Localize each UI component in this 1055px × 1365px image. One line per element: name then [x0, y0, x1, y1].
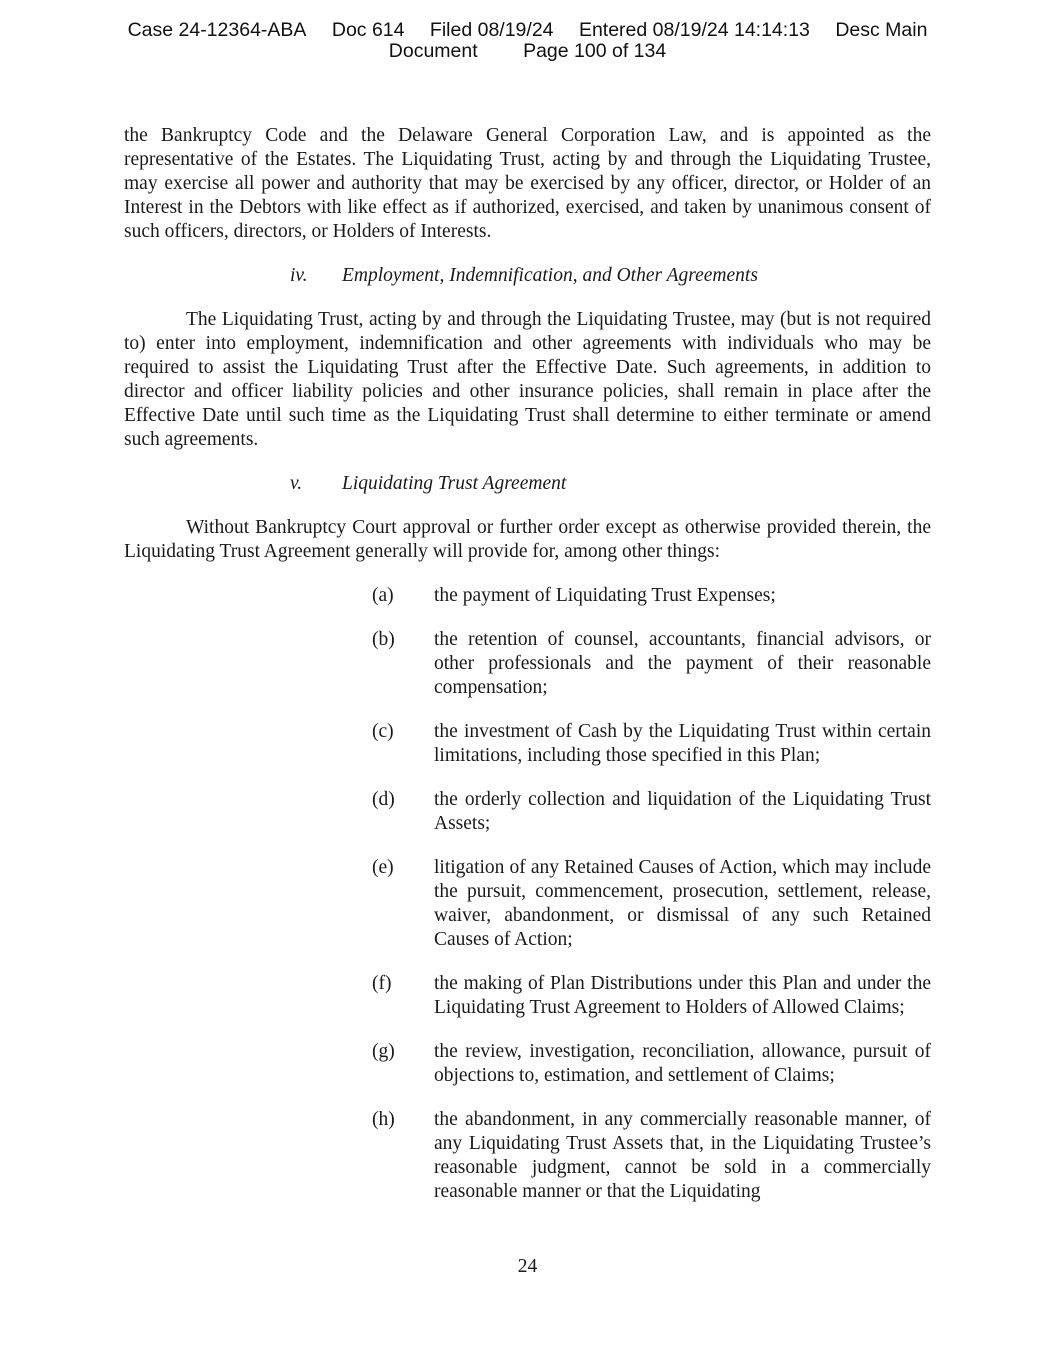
document-body — [124, 124, 931, 1204]
section-heading-v — [124, 472, 931, 496]
list-item — [124, 584, 931, 608]
doc-number: Doc 614 — [331, 19, 405, 41]
list-item-label: (b) — [372, 629, 395, 650]
list-item-label: (f) — [372, 973, 392, 994]
list-item — [124, 856, 931, 952]
list-item-label: (d) — [372, 789, 395, 810]
list-item-label: (a) — [372, 585, 394, 606]
page-number: 24 — [517, 1256, 538, 1277]
list-item — [124, 788, 931, 836]
case-number: Case 24-12364-ABA — [127, 19, 307, 41]
section-number: iv. — [290, 265, 308, 286]
list-item — [124, 1040, 931, 1088]
list-item-text: the orderly collection and liquidation of the Liquidating Trust Assets; — [434, 789, 931, 834]
filing-header-line2 — [0, 41, 1055, 62]
list-item — [124, 628, 931, 700]
filing-header-line1 — [0, 20, 1055, 41]
description: Desc Main — [835, 19, 928, 41]
list-item — [124, 1108, 931, 1204]
list-item-label: (h) — [372, 1109, 395, 1130]
section-iv-paragraph: The Liquidating Trust, acting by and through the Liquidating Trustee, may (but is not required to) enter into employment, indemnification and other agreements with individuals who may be required to assist the Liquidating Trust after the Effective Date. Such agreements, in addition to director and officer liability policies and other insurance policies, shall remain in place after the Effective Date until such time as the Liquidating Trust shall determine to either terminate or amend such agreements. — [124, 309, 931, 450]
list-item-label: (c) — [372, 721, 394, 742]
list-item-text: the making of Plan Distributions under this Plan and under the Liquidating Trust Agreement to Holders of Allowed Claims; — [434, 973, 931, 1018]
list-item-text: the retention of counsel, accountants, financial advisors, or other professionals and the payment of their reasonable compensation; — [434, 629, 931, 698]
list-item-text: the investment of Cash by the Liquidating Trust within certain limitations, including those specified in this Plan; — [434, 721, 931, 766]
section-title: Liquidating Trust Agreement — [342, 473, 567, 494]
intro-paragraph: the Bankruptcy Code and the Delaware General Corporation Law, and is appointed as the representative of the Estates. The Liquidating Trust, acting by and through the Liquidating Trustee, may exercise all power and authority that may be exercised by any officer, director, or Holder of an Interest in the Debtors with like effect as if authorized, exercised, and taken by unanimous consent of such officers, directors, or Holders of Interests. — [124, 125, 931, 242]
list-item-text: the abandonment, in any commercially reasonable manner, of any Liquidating Trust Assets that, in the Liquidating Trustee’s reasonable judgment, cannot be sold in a commercially reasonable manner or that the Liquidating — [434, 1109, 931, 1202]
list-item — [124, 720, 931, 768]
entered-date: Entered 08/19/24 14:14:13 — [578, 19, 810, 41]
section-title: Employment, Indemnification, and Other Agreements — [342, 265, 758, 286]
list-item-label: (e) — [372, 857, 394, 878]
section-heading-iv — [124, 264, 931, 288]
list-item-text: litigation of any Retained Causes of Action, which may include the pursuit, commencement, prosecution, settlement, release, waiver, abandonment, or dismissal of any such Retained Causes of Action; — [434, 857, 931, 950]
filed-date: Filed 08/19/24 — [429, 19, 554, 41]
filing-header — [0, 20, 1055, 62]
section-v-paragraph: Without Bankruptcy Court approval or further order except as otherwise provided therein, the Liquidating Trust Agreement generally will provide for, among other things: — [124, 517, 931, 562]
page-indicator: Page 100 of 134 — [523, 40, 667, 62]
list-item-text: the review, investigation, reconciliation, allowance, pursuit of objections to, estimation, and settlement of Claims; — [434, 1041, 931, 1086]
document-label: Document — [388, 40, 478, 62]
list-item — [124, 972, 931, 1020]
list-item-label: (g) — [372, 1041, 395, 1062]
section-number: v. — [290, 473, 303, 494]
list-item-text: the payment of Liquidating Trust Expenses; — [434, 585, 776, 606]
